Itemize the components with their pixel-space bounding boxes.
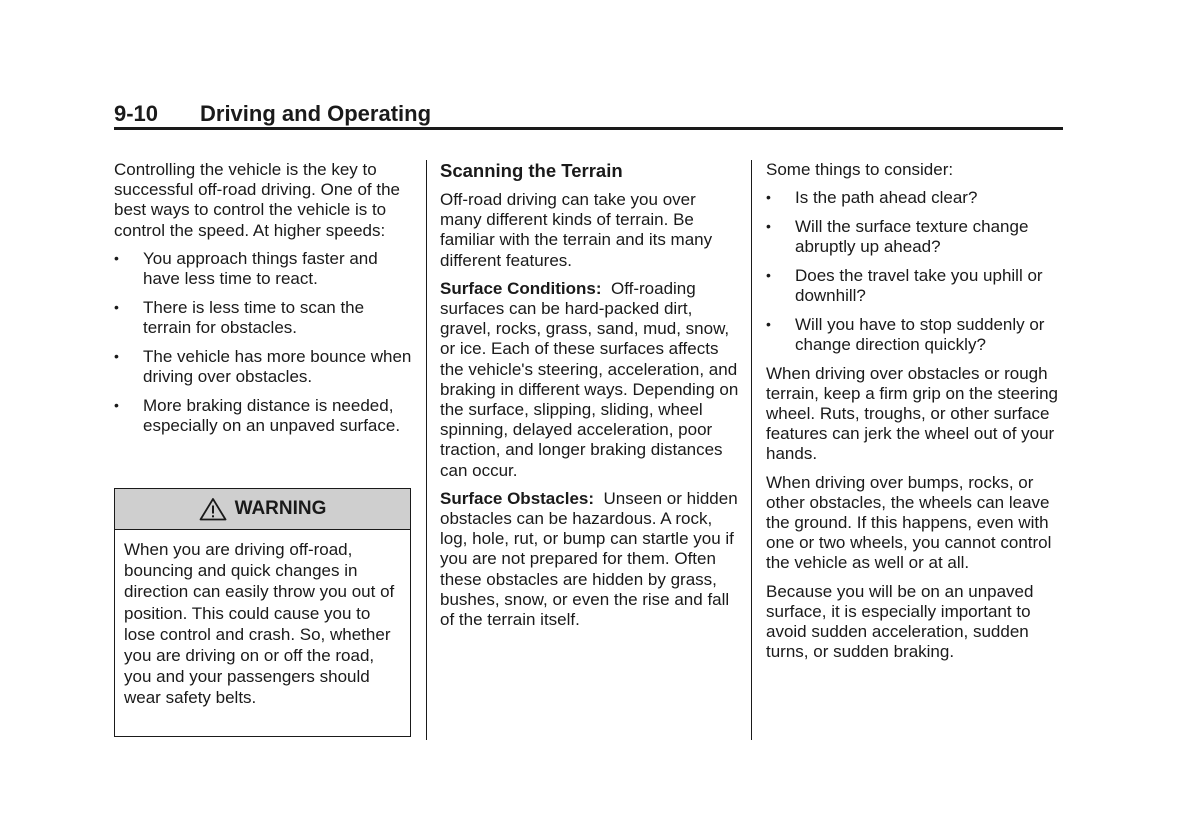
list-item: • Will you have to stop suddenly or change direction quickly? [766, 314, 1045, 354]
wheels-leave-ground-paragraph: When driving over bumps, rocks, or other obstacles, the wheels can leave the ground. If this happens, even with one or two wheels, you cannot control the vehicle as well or at all. [766, 472, 1052, 573]
list-item: • Is the path ahead clear? [766, 188, 978, 208]
header-rule [114, 127, 1063, 130]
warning-label: WARNING [234, 498, 327, 519]
consider-bullet-list [766, 188, 1066, 355]
bullet-icon: • [766, 266, 771, 283]
bullet-icon: • [766, 315, 771, 332]
surface-obstacles-paragraph [440, 489, 740, 630]
column-divider [426, 160, 427, 740]
list-item: • There is less time to scan the terrain for obstacles. [114, 297, 365, 337]
column-3 [766, 160, 1066, 670]
surface-conditions-label: Surface Conditions: [440, 278, 602, 298]
scanning-terrain-heading: Scanning the Terrain [440, 160, 623, 181]
list-item: • Will the surface texture change abruptly up ahead? [766, 216, 1029, 257]
warning-triangle-icon [199, 497, 227, 521]
bullet-icon: • [114, 298, 119, 315]
bullet-icon: • [766, 189, 771, 206]
col1-intro: Controlling the vehicle is the key to successful off-road driving. One of the best ways to control the vehicle is to control the speed. At higher speeds: [114, 160, 401, 240]
bullet-icon: • [766, 217, 771, 234]
list-item: • Does the travel take you uphill or downhill? [766, 265, 1043, 306]
section-title: Driving and Operating [200, 101, 432, 126]
bullet-icon: • [114, 396, 119, 413]
column-divider [751, 160, 752, 740]
page-number: 9-10 [114, 101, 159, 126]
list-item: • The vehicle has more bounce when driving over obstacles. [114, 346, 412, 386]
bullet-icon: • [114, 347, 119, 364]
unpaved-surface-paragraph: Because you will be on an unpaved surface, it is especially important to avoid sudden acceleration, sudden turns, or sudden braking. [766, 581, 1034, 662]
surface-obstacles-text: Unseen or hidden obstacles can be hazardous. A rock, log, hole, rut, or bump can startle you if you are not prepared for them. Often these obstacles are hidden by grass, bushes, snow, or even the rise and fall of the terrain itself. [440, 488, 738, 630]
bullet-icon: • [114, 249, 119, 266]
column-2 [440, 160, 740, 638]
column-1 [114, 160, 412, 444]
speed-bullet-list [114, 249, 412, 436]
warning-box [114, 488, 411, 737]
surface-conditions-text: Off-roading surfaces can be hard-packed dirt, gravel, rocks, grass, sand, mud, snow, or ice. Each of these surfaces affects the vehicle's steering, acceleration, and braking in different ways. Depending on the surface, slipping, sliding, wheel spinning, delayed acceleration, poor traction, and longer braking distances can occur. [440, 278, 739, 480]
list-item: • More braking distance is needed, especially on an unpaved surface. [114, 395, 401, 435]
surface-obstacles-label: Surface Obstacles: [440, 488, 595, 508]
col3-intro: Some things to consider: [766, 160, 954, 179]
warning-header [115, 489, 410, 530]
list-item: • You approach things faster and have less time to react. [114, 248, 378, 289]
surface-conditions-paragraph [440, 279, 740, 481]
col2-intro: Off-road driving can take you over many different kinds of terrain. Be familiar with the terrain and its many different features. [440, 190, 713, 270]
warning-text: When you are driving off-road, bouncing and quick changes in direction can easily throw you out of position. This could cause you to lose control and crash. So, whether you are driving on or off the road, you and your passengers should wear safety belts. [124, 540, 395, 708]
rough-terrain-paragraph: When driving over obstacles or rough terrain, keep a firm grip on the steering wheel. Ruts, troughs, or other surface features can jerk the wheel out of your hands. [766, 363, 1058, 464]
